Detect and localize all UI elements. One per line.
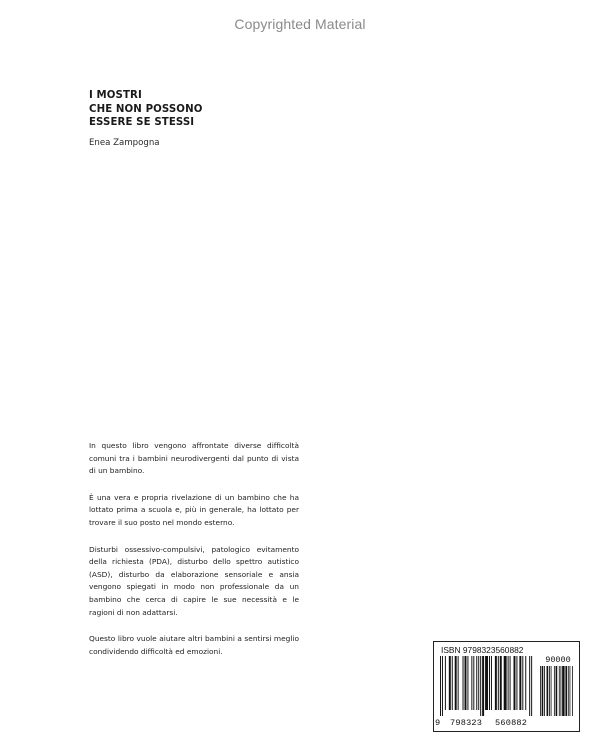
isbn-barcode-box xyxy=(433,641,580,732)
isbn-label: ISBN 9798323560882 xyxy=(441,645,524,655)
ean-group-2: 560882 xyxy=(495,718,528,728)
book-title xyxy=(89,89,202,130)
book-author: Enea Zampogna xyxy=(89,138,160,148)
book-title-line-3: ESSERE SE STESSI xyxy=(89,117,195,128)
blurb-paragraph-2: È una vera e propria rivelazione di un bambino che ha lottato prima a scuola e, più in generale, ha lottato per trovare il suo posto nel mondo esterno. xyxy=(89,492,299,527)
blurb-paragraph-1: In questo libro vengono affrontate diverse difficoltà comuni tra i bambini neurodivergenti dal punto di vista di un bambino. xyxy=(89,441,299,476)
book-title-line-1: I MOSTRI xyxy=(89,90,142,101)
copyright-watermark-top: Copyrighted Material xyxy=(234,16,366,32)
book-title-line-2: CHE NON POSSONO xyxy=(89,103,203,115)
blurb-paragraph-4: Questo libro vuole aiutare altri bambini a sentirsi meglio condividendo difficoltà ed emozioni. xyxy=(89,634,299,656)
book-blurb xyxy=(89,440,299,672)
addon-barcode-icon xyxy=(540,666,576,718)
ean-group-1: 798323 xyxy=(450,718,483,728)
ean-barcode-icon xyxy=(440,656,538,718)
addon-price-code: 90000 xyxy=(545,655,571,665)
ean-lead-digit: 9 xyxy=(435,718,441,728)
blurb-paragraph-3: Disturbi ossessivo-compulsivi, patologico evitamento della richiesta (PDA), disturbo dello spettro autistico (ASD), disturbo da elaborazione sensoriale e ansia vengono spiegati in modo non professionale da un bambino che cerca di capire le sue necessità e le ragioni di non adattarsi. xyxy=(89,544,299,617)
